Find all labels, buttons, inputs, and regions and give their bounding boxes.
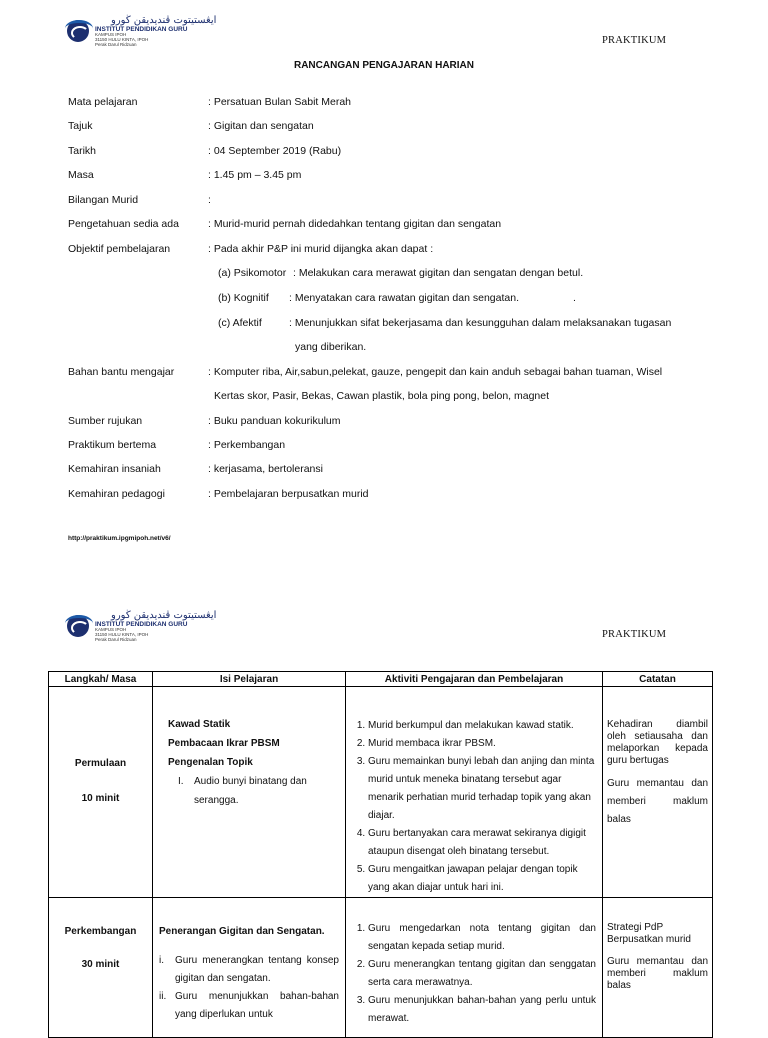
ipg-logo xyxy=(67,16,216,47)
isi-cell xyxy=(153,898,346,1038)
logo-campus: KAMPUS IPOH xyxy=(95,32,127,38)
isi-heading: Pengenalan Topik xyxy=(168,757,253,768)
praktikum-label: PRAKTIKUM xyxy=(602,629,667,640)
field-label: Bilangan Murid xyxy=(68,194,139,206)
field-value: : Pada akhir P&P ini murid dijangka akan dapat : xyxy=(208,243,434,255)
field-value: : Murid-murid pernah didedahkan tentang gigitan dan sengatan xyxy=(208,218,502,230)
isi-item-num: ii. xyxy=(159,991,167,1002)
objective-text: : Menunjukkan sifat bekerjasama dan kesungguhan dalam melaksanakan tugasan xyxy=(289,317,672,329)
field-label: Kemahiran pedagogi xyxy=(68,488,165,500)
field-label: Tarikh xyxy=(68,145,97,157)
stage-name: Permulaan xyxy=(74,758,127,769)
list-item: 3. Guru menunjukkan bahan-bahan yang perlu untuk merawat. xyxy=(368,992,596,1028)
logo-name: INSTITUT PENDIDIKAN GURU xyxy=(95,620,188,628)
catatan-note: Guru memantau dan memberi maklum balas xyxy=(607,778,708,825)
list-item: 1. Murid berkumpul dan melakukan kawad statik. xyxy=(368,717,596,735)
logo-jawi-text: ايڠستيتوت ڤنديديقن ڬورو xyxy=(111,15,217,26)
logo-address: 31150 HULU KINTA, IPOH xyxy=(95,37,149,43)
stage-time: 30 minit xyxy=(81,959,120,970)
field-label: Kemahiran insaniah xyxy=(68,463,161,475)
ipg-emblem-icon xyxy=(67,20,89,42)
list-item: 2. Guru menerangkan tentang gigitan dan senggatan serta cara merawatnya. xyxy=(368,956,596,992)
header-langkah: Langkah/ Masa xyxy=(49,672,153,687)
isi-item-num: i. xyxy=(159,955,164,966)
field-label: Pengetahuan sedia ada xyxy=(68,218,179,230)
isi-item: Guru menunjukkan bahan-bahan yang diperlukan untuk xyxy=(175,991,339,1020)
catatan-note: Guru memantau dan memberi maklum balas xyxy=(607,956,708,991)
header-aktiviti: Aktiviti Pengajaran dan Pembelajaran xyxy=(346,672,603,687)
bahan-line2: Kertas skor, Pasir, Bekas, Cawan plastik, bola ping pong, belon, magnet xyxy=(214,390,550,402)
objective-text: : Menyatakan cara rawatan gigitan dan sengatan. xyxy=(289,292,519,304)
isi-heading: Penerangan Gigitan dan Sengatan. xyxy=(159,926,325,937)
field-value: : kerjasama, bertoleransi xyxy=(208,463,323,475)
aktiviti-cell xyxy=(346,687,603,898)
logo-name: INSTITUT PENDIDIKAN GURU xyxy=(95,25,188,33)
objective-key: (b) Kognitif xyxy=(218,292,269,304)
field-label: Sumber rujukan xyxy=(68,415,143,427)
isi-item-num: I. xyxy=(178,776,184,787)
isi-item: serangga. xyxy=(194,795,239,806)
logo-address: 31150 HULU KINTA, IPOH xyxy=(95,632,149,638)
table-header-row xyxy=(49,672,713,687)
objective-key: (c) Afektif xyxy=(218,317,262,329)
header-isi: Isi Pelajaran xyxy=(153,672,346,687)
field-value: : Perkembangan xyxy=(208,439,286,451)
praktikum-label: PRAKTIKUM xyxy=(602,35,667,46)
catatan-cell xyxy=(603,898,713,1038)
isi-cell xyxy=(153,687,346,898)
aktiviti-cell xyxy=(346,898,603,1038)
catatan-cell xyxy=(603,687,713,898)
table-row-perkembangan xyxy=(49,898,713,1038)
field-value: : Persatuan Bulan Sabit Merah xyxy=(208,96,352,108)
field-label: Mata pelajaran xyxy=(68,96,138,108)
objective-key: (a) Psikomotor xyxy=(218,267,287,279)
stage-name: Perkembangan xyxy=(64,926,137,937)
field-value: : Pembelajaran berpusatkan murid xyxy=(208,488,369,500)
catatan-note: Strategi PdP Berpusatkan murid xyxy=(607,922,691,945)
activity-list xyxy=(346,717,602,897)
logo-state: Perak Darul Ridzuan xyxy=(95,41,137,47)
field-label: Tajuk xyxy=(68,120,93,132)
objective-text: : Melakukan cara merawat gigitan dan sengatan dengan betul. xyxy=(293,267,584,279)
list-item: 3. Guru memainkan bunyi lebah dan anjing dan minta murid untuk meneka binatang tersebut agar menarik perhatian murid terhadap topik yang akan diajar. xyxy=(368,753,596,825)
catatan-note: Kehadiran diambil oleh setiausaha dan melaporkan kepada guru bertugas xyxy=(607,719,708,766)
list-item: 2. Murid membaca ikrar PBSM. xyxy=(368,735,596,753)
list-item: 5. Guru mengaitkan jawapan pelajar dengan topik yang akan diajar untuk hari ini. xyxy=(368,861,596,897)
field-label: Praktikum bertema xyxy=(68,439,157,451)
field-label: Bahan bantu mengajar xyxy=(68,366,175,378)
list-item: 1. Guru mengedarkan nota tentang gigitan dan sengatan kepada setiap murid. xyxy=(368,920,596,956)
logo-campus: KAMPUS IPOH xyxy=(95,627,127,633)
field-label: Objektif pembelajaran xyxy=(68,243,171,255)
isi-item: Audio bunyi binatang dan xyxy=(194,776,307,787)
stage-cell xyxy=(49,898,153,1038)
page-title: RANCANGAN PENGAJARAN HARIAN xyxy=(293,60,474,71)
objective-cont: yang diberikan. xyxy=(295,341,367,353)
list-item: 4. Guru bertanyakan cara merawat sekiranya digigit ataupun disengat oleh binatang tersebut. xyxy=(368,825,596,861)
source-url: http://praktikum.ipgmipoh.net/v6/ xyxy=(68,535,171,542)
activity-list xyxy=(346,920,602,1028)
isi-heading: Pembacaan Ikrar PBSM xyxy=(168,738,280,749)
logo-state: Perak Darul Ridzuan xyxy=(95,636,137,642)
field-value: : Gigitan dan sengatan xyxy=(208,120,314,132)
ipg-emblem-icon xyxy=(67,615,89,637)
objective-trail: . xyxy=(573,292,576,304)
logo-jawi-text: ايڠستيتوت ڤنديديقن ڬورو xyxy=(111,610,217,621)
lesson-table xyxy=(48,671,713,1038)
isi-heading: Kawad Statik xyxy=(168,719,231,730)
field-value: : 04 September 2019 (Rabu) xyxy=(208,145,342,157)
isi-item: Guru menerangkan tentang konsep gigitan dan sengatan. xyxy=(175,955,339,984)
field-value: : xyxy=(208,194,211,206)
stage-time: 10 minit xyxy=(81,793,120,804)
field-value: : Buku panduan kokurikulum xyxy=(208,415,341,427)
stage-cell xyxy=(49,687,153,898)
field-value: : 1.45 pm – 3.45 pm xyxy=(208,169,302,181)
header-catatan: Catatan xyxy=(603,672,713,687)
field-value: : Komputer riba, Air,sabun,pelekat, gauze, pengepit dan kain anduh sebagai bahan tuaman, Wisel xyxy=(208,366,663,378)
field-label: Masa xyxy=(68,169,94,181)
ipg-logo xyxy=(67,611,216,642)
table-row-permulaan xyxy=(49,687,713,898)
